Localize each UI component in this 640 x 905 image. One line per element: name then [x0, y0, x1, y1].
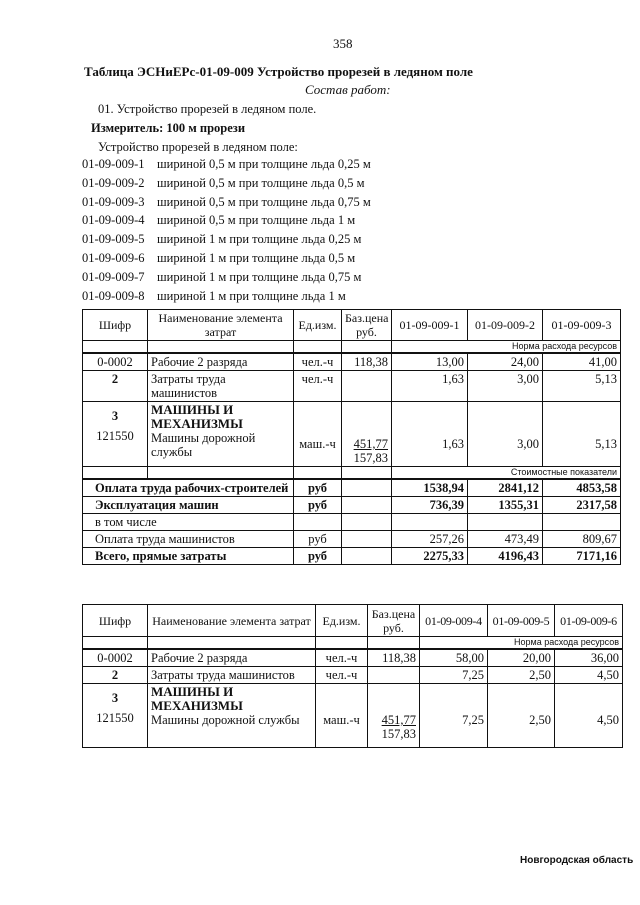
- resource-table-2: [82, 604, 623, 748]
- table-row: 0-0002 Рабочие 2 разряда чел.-ч 118,38 13,00 24,00 41,00: [83, 353, 621, 371]
- work-item: 01. Устройство прорезей в ледяном поле.: [98, 102, 317, 116]
- variant-code: 01-09-009-2: [82, 175, 145, 190]
- resource-table-1: [82, 309, 621, 565]
- header-unit: Ед.изм.: [316, 605, 368, 637]
- header-name: Наименование элемента затрат: [148, 310, 294, 341]
- cost-row: Оплата труда машинистов руб 257,26 473,49 809,67: [83, 531, 621, 548]
- header-col-2: 01-09-009-2: [468, 310, 543, 341]
- header-col-3: 01-09-009-6: [555, 605, 623, 637]
- cost-label: Стоимостные показатели: [392, 467, 621, 480]
- table-row: 3 121550 МАШИНЫ И МЕХАНИЗМЫ Машины дорожной службы маш.-ч 451,77 157,83 7,25 2,50 4,50: [83, 684, 623, 748]
- variant-text: шириной 0,5 м при толщине льда 0,5 м: [157, 175, 365, 190]
- group-name: МАШИНЫ И МЕХАНИЗМЫ: [151, 402, 243, 431]
- group-code: 3: [111, 691, 119, 705]
- table-row: 2 Затраты труда машинистов чел.-ч 1,63 3,00 5,13: [83, 371, 621, 402]
- variant-code: 01-09-009-3: [82, 194, 145, 209]
- unit-line: Измеритель: 100 м прорези: [91, 121, 246, 135]
- variant-text: шириной 1 м при толщине льда 0,5 м: [157, 251, 356, 265]
- variant-code: 01-09-009-8: [82, 288, 145, 303]
- variant-text: шириной 0,5 м при толщине льда 1 м: [157, 213, 356, 228]
- cost-row: Всего, прямые затраты руб 2275,33 4196,43 7171,16: [83, 548, 621, 565]
- header-col-1: 01-09-009-1: [392, 310, 468, 341]
- header-base-price: Баз.цена руб.: [342, 310, 392, 341]
- header-code: Шифр: [83, 605, 148, 637]
- header-col-1: 01-09-009-4: [420, 605, 488, 637]
- variant-text: шириной 0,5 м при толщине льда 0,25 м: [157, 157, 371, 171]
- variant-code: 01-09-009-4: [82, 213, 145, 228]
- table-title: Таблица ЭСНиЕРс-01-09-009 Устройство прорезей в ледяном поле: [84, 64, 473, 79]
- cost-row: Оплата труда рабочих-строителей руб 1538,94 2841,12 4853,58: [83, 479, 621, 497]
- cost-row: в том числе: [83, 514, 621, 531]
- table-row: 2 Затраты труда машинистов чел.-ч 7,25 2,50 4,50: [83, 667, 623, 684]
- variant-code: 01-09-009-5: [82, 232, 145, 247]
- header-base-price: Баз.цена руб.: [368, 605, 420, 637]
- header-col-2: 01-09-009-5: [488, 605, 555, 637]
- variant-code: 01-09-009-6: [82, 251, 145, 265]
- norm-label: Норма расхода ресурсов: [392, 341, 621, 354]
- table-row: 3 121550 МАШИНЫ И МЕХАНИЗМЫ Машины дорожной службы маш.-ч 451,77 157,83 1,63 3,00 5,13: [83, 402, 621, 467]
- group-name: МАШИНЫ И МЕХАНИЗМЫ: [151, 684, 243, 713]
- header-code: Шифр: [83, 310, 148, 341]
- norm-label: Норма расхода ресурсов: [420, 637, 623, 650]
- machine-name: Машины дорожной службы: [151, 713, 300, 727]
- machine-code: 121550: [96, 429, 134, 443]
- header-unit: Ед.изм.: [294, 310, 342, 341]
- variant-code: 01-09-009-1: [82, 157, 145, 171]
- header-col-3: 01-09-009-3: [543, 310, 621, 341]
- variant-text: шириной 1 м при толщине льда 0,75 м: [157, 269, 362, 284]
- variant-text: шириной 1 м при толщине льда 1 м: [157, 288, 346, 303]
- header-name: Наименование элемента затрат: [148, 605, 316, 637]
- cost-row: Эксплуатация машин руб 736,39 1355,31 2317,58: [83, 497, 621, 514]
- variant-text: шириной 1 м при толщине льда 0,25 м: [157, 232, 362, 247]
- page-number: 358: [333, 36, 353, 51]
- machine-code: 121550: [96, 711, 134, 725]
- footer-region: Новгородская область: [520, 855, 634, 866]
- variant-code: 01-09-009-7: [82, 269, 145, 284]
- machine-name: Машины дорожной службы: [151, 431, 256, 459]
- work-composition-heading: Состав работ:: [305, 82, 391, 97]
- variant-text: шириной 0,5 м при толщине льда 0,75 м: [157, 194, 371, 209]
- table-row: 0-0002 Рабочие 2 разряда чел.-ч 118,38 58,00 20,00 36,00: [83, 649, 623, 667]
- group-code: 3: [111, 409, 119, 423]
- intro-line: Устройство прорезей в ледяном поле:: [98, 140, 298, 154]
